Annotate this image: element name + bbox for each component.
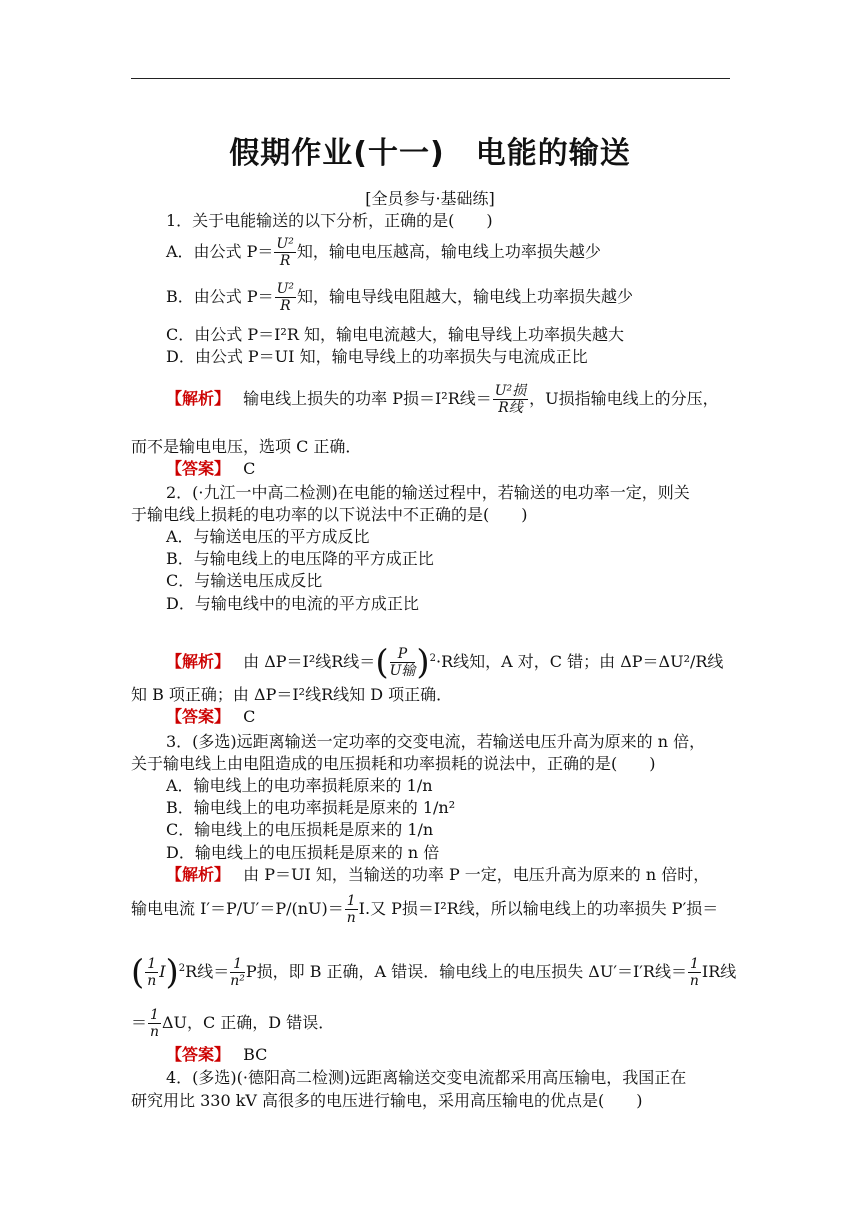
- analysis-tag: 【解析】: [166, 865, 223, 884]
- header-rule: [131, 78, 730, 79]
- q2-option-d: D．与输电线中的电流的平方成正比: [166, 594, 419, 613]
- q3-option-b: B．输电线上的电功率损耗是原来的 1/n²: [166, 798, 456, 817]
- q4-stem-cont: 研究用比 330 kV 高很多的电压进行输电，采用高压输电的优点是( ): [131, 1091, 643, 1110]
- fraction: $\frac{1}{n}$: [689, 956, 699, 989]
- q1-option-d: D．由公式 P＝UI 知，输电导线上的功率损失与电流成正比: [166, 347, 588, 366]
- fraction: $\frac{1}{n}$: [147, 956, 157, 989]
- q3-stem: 3．(多选)远距离输送一定功率的交变电流，若输送电压升高为原来的 n 倍，: [166, 732, 706, 751]
- q3-option-d: D．输电线上的电压损耗是原来的 n 倍: [166, 843, 440, 862]
- q1-analysis: 【解析】 输电线上损失的功率 P损＝I²R线＝ $\frac{\text{U²损}}{\text{R线}}$ ，U损指输电线上的分压，: [166, 383, 719, 416]
- q3-option-c: C．输电线上的电压损耗是原来的 1/n: [166, 820, 434, 839]
- q1-answer: 【答案】 C: [166, 459, 256, 478]
- q1-option-a: A．由公式 P＝ $\frac{\text{U²}}{R}$ 知，输电电压越高，输电线上功率损失越少: [166, 236, 601, 269]
- section-label: [全员参与·基础练]: [365, 189, 495, 208]
- analysis-tag: 【解析】: [166, 389, 223, 408]
- q2-answer: 【答案】 C: [166, 707, 256, 726]
- fraction: $\frac{\text{U²损}}{\text{R线}}$: [494, 383, 527, 416]
- answer-tag: 【答案】: [166, 1045, 223, 1064]
- q1-stem: 1．关于电能输送的以下分析，正确的是( ): [166, 211, 493, 230]
- fraction: $\frac{\text{U²}}{R}$: [276, 281, 295, 314]
- q3-answer: 【答案】 BC: [166, 1045, 268, 1064]
- fraction: $\frac{1}{n}$: [149, 1007, 159, 1040]
- q2-analysis-cont: 知 B 项正确；由 ΔP＝I²线R线知 D 项正确．: [131, 685, 453, 704]
- q2-option-a: A．与输送电压的平方成反比: [166, 527, 370, 546]
- q3-analysis-cont-1: 输电电流 I′＝P/U′＝P/(nU)＝ $\frac{1}{n}$ I.又 P损＝I²R线，所以输电线上的功率损失 P′损＝: [131, 893, 719, 926]
- q1-analysis-cont: 而不是输电电压，选项 C 正确．: [131, 437, 362, 456]
- fraction: $\frac{1}{\text{n²}}$: [230, 956, 245, 989]
- q4-stem: 4．(多选)(·德阳高二检测)远距离输送交变电流都采用高压输电，我国正在: [166, 1068, 687, 1087]
- fraction: $\frac{1}{n}$: [346, 893, 356, 926]
- q2-analysis: 【解析】 由 ΔP＝I²线R线＝( $\frac{P}{\text{U输}}$ )$^2$·R线知，A 对，C 错；由 ΔP＝ΔU²/R线: [166, 642, 724, 683]
- q3-analysis-cont-2: ( $\frac{1}{n}$ I)$^2$R线＝ $\frac{1}{\text{n²}}$ P损，即 B 正确，A 错误．输电线上的电压损失 ΔU′＝I′R线＝ $\frac{1}{n}$ IR线: [131, 952, 737, 993]
- q3-analysis-cont-3: ＝ $\frac{1}{n}$ ΔU，C 正确，D 错误．: [131, 1007, 335, 1040]
- q2-stem-cont: 于输电线上损耗的电功率的以下说法中不正确的是( ): [131, 505, 528, 524]
- q2-option-c: C．与输送电压成反比: [166, 571, 323, 590]
- q1-option-c: C．由公式 P＝I²R 知，输电电流越大，输电导线上功率损失越大: [166, 325, 624, 344]
- answer-tag: 【答案】: [166, 707, 223, 726]
- q2-option-b: B．与输电线上的电压降的平方成正比: [166, 549, 434, 568]
- fraction: $\frac{\text{U²}}{R}$: [276, 236, 294, 269]
- q3-option-a: A．输电线上的电功率损耗原来的 1/n: [166, 776, 433, 795]
- page-title: 假期作业(十一) 电能的输送: [229, 136, 631, 171]
- answer-tag: 【答案】: [166, 459, 223, 478]
- q3-analysis: 【解析】 由 P＝UI 知，当输送的功率 P 一定，电压升高为原来的 n 倍时，: [166, 865, 710, 884]
- analysis-tag: 【解析】: [166, 652, 223, 671]
- fraction: $\frac{P}{\text{U输}}$: [389, 646, 416, 679]
- q3-stem-cont: 关于输电线上由电阻造成的电压损耗和功率损耗的说法中，正确的是( ): [131, 754, 656, 773]
- q2-stem: 2．(·九江一中高二检测)在电能的输送过程中，若输送的电功率一定，则关: [166, 483, 690, 502]
- q1-option-b: B．由公式 P＝ $\frac{\text{U²}}{R}$ 知，输电导线电阻越大，输电线上功率损失越少: [166, 281, 634, 314]
